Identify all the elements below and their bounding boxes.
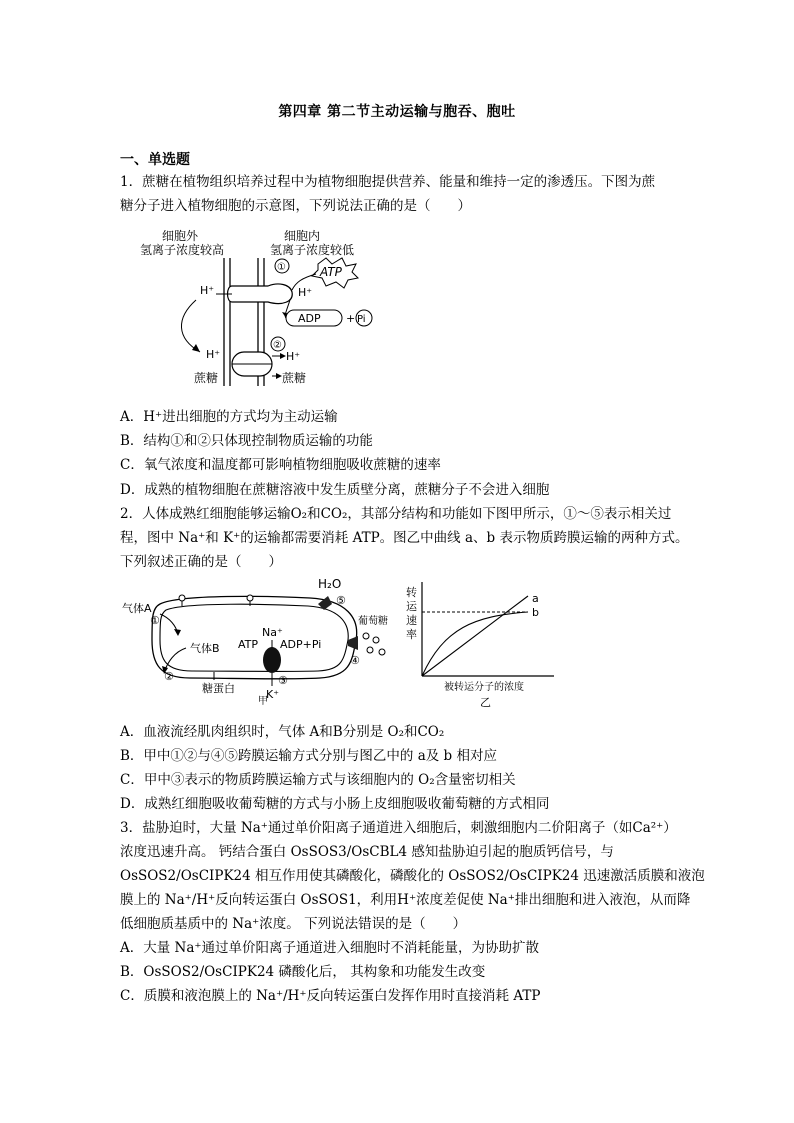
q1-option-d: D．成熟的植物细胞在蔗糖溶液中发生质壁分离，蔗糖分子不会进入细胞	[120, 482, 550, 498]
q2-figure-yi	[404, 578, 564, 712]
q2-k: K⁺	[266, 688, 280, 701]
q2-caption-jia: 甲	[258, 696, 268, 706]
q2-marker-4: ④	[350, 654, 360, 667]
yi-curve-a: a	[532, 592, 539, 605]
q1-plus: +	[346, 312, 356, 325]
q1-outside-label1: 细胞外	[162, 229, 199, 243]
q3-option-b: B．OsSOS2/OsCIPK24 磷酸化后， 其构象和功能发生改变	[120, 964, 486, 980]
q2-marker-2: ②	[164, 670, 174, 683]
q2-marker-1: ①	[150, 614, 160, 627]
q1-marker-1: ①	[277, 262, 286, 273]
yi-caption: 乙	[480, 696, 491, 709]
glucose-carrier	[348, 636, 358, 650]
q3-stem-line1: 3．盐胁迫时，大量 Na⁺通过单价阳离子通道进入细胞后，刺激细胞内二价阳离子（如Ca²⁺）	[120, 820, 677, 836]
q2-adp-pi: ADP+Pi	[280, 638, 322, 651]
yi-ylabel-2: 运	[406, 600, 417, 613]
yi-ylabel-1: 转	[406, 586, 417, 599]
q3-option-a: A．大量 Na⁺通过单价阳离子通道进入细胞时不消耗能量，为协助扩散	[120, 940, 540, 956]
q2-stem-line1: 2．人体成熟红细胞能够运输O₂和CO₂，其部分结构和功能如下图甲所示，①～⑤表示相关过	[120, 506, 672, 522]
q2-stem-line3: 下列叙述正确的是（ ）	[120, 554, 282, 570]
q2-option-a: A．血液流经肌肉组织时，气体 A和B分别是 O₂和CO₂	[120, 724, 445, 740]
section-heading: 一、单选题	[120, 152, 190, 168]
q2-marker-3: ③	[278, 674, 288, 687]
na-k-pump	[263, 647, 281, 673]
q2-stem-line2: 程，图中 Na⁺和 K⁺的运输都需要消耗 ATP。图乙中曲线 a、b 表示物质跨膜运输的两种方式。	[120, 530, 689, 546]
q1-option-c: C．氧气浓度和温度都可影响植物细胞吸收蔗糖的速率	[120, 457, 441, 473]
q3-option-c: C．质膜和液泡膜上的 Na⁺/H⁺反向转运蛋白发挥作用时直接消耗 ATP	[120, 988, 541, 1004]
q1-h-in-bottom: H⁺	[286, 350, 301, 363]
q1-stem-line2: 糖分子进入植物细胞的示意图，下列说法正确的是（ ）	[120, 198, 471, 214]
q1-outside-label2: 氢离子浓度较高	[140, 243, 225, 257]
q3-stem-line5: 低细胞质基质中的 Na⁺浓度。 下列说法错误的是（ ）	[120, 916, 467, 932]
q2-marker-5: ⑤	[336, 594, 346, 607]
q1-h-out-bottom: H⁺	[206, 348, 221, 361]
yi-curve-b: b	[532, 606, 539, 619]
q2-glucose: 葡萄糖	[358, 616, 388, 627]
q3-stem-line3: OsSOS2/OsCIPK24 相互作用使其磷酸化，磷酸化的 OsSOS2/OsCIPK24 迅速激活质膜和液泡	[120, 868, 705, 884]
q1-figure	[140, 222, 400, 390]
q3-stem-line2: 浓度迅速升高。 钙结合蛋白 OsSOS3/OsCBL4 感知盐胁迫引起的胞质钙信号，与	[120, 844, 614, 860]
yi-xlabel: 被转运分子的浓度	[444, 682, 524, 693]
page-title: 第四章 第二节主动运输与胞吞、胞吐	[278, 104, 516, 120]
q1-inside-label2: 氢离子浓度较低	[270, 243, 355, 257]
yi-ylabel-3: 速	[406, 614, 417, 627]
q1-option-b: B．结构①和②只体现控制物质运输的功能	[120, 433, 373, 449]
q2-gas-a: 气体A	[122, 602, 152, 615]
q1-adp-label: ADP	[298, 312, 321, 325]
q2-h2o: H₂O	[318, 577, 342, 591]
q2-glycoprotein: 糖蛋白	[202, 682, 235, 695]
q2-option-b: B．甲中①②与④⑤跨膜运输方式分别与图乙中的 a及 b 相对应	[120, 748, 497, 764]
curve-a-line	[422, 596, 528, 676]
q2-na: Na⁺	[262, 626, 283, 639]
q1-h-in-top: H⁺	[298, 286, 313, 299]
q3-stem-line4: 膜上的 Na⁺/H⁺反向转运蛋白 OsSOS1，利用H⁺浓度差促使 Na⁺排出细胞和进入液泡，从而降	[120, 892, 691, 908]
q1-h-out-top: H⁺	[200, 284, 215, 297]
q1-marker-2: ②	[273, 340, 282, 351]
q1-atp-label: ATP	[320, 265, 342, 279]
q2-figure-jia	[120, 574, 400, 706]
proton-pump-protein	[228, 284, 293, 304]
q1-option-a: A．H⁺进出细胞的方式均为主动运输	[120, 409, 338, 425]
q1-pi-label: Pi	[357, 314, 366, 325]
curve-b-line	[422, 612, 528, 676]
q2-gas-b: 气体B	[190, 642, 220, 655]
yi-ylabel-4: 率	[406, 628, 417, 641]
q1-sucrose-out: 蔗糖	[194, 371, 219, 385]
q1-sucrose-in: 蔗糖	[282, 371, 307, 385]
q2-option-d: D．成熟红细胞吸收葡萄糖的方式与小肠上皮细胞吸收葡萄糖的方式相同	[120, 796, 550, 812]
q2-option-c: C．甲中③表示的物质跨膜运输方式与该细胞内的 O₂含量密切相关	[120, 772, 516, 788]
q2-atp: ATP	[238, 638, 259, 651]
q1-inside-label1: 细胞内	[284, 229, 321, 243]
q1-stem-line1: 1．蔗糖在植物组织培养过程中为植物细胞提供营养、能量和维持一定的渗透压。下图为蔗	[120, 174, 656, 190]
